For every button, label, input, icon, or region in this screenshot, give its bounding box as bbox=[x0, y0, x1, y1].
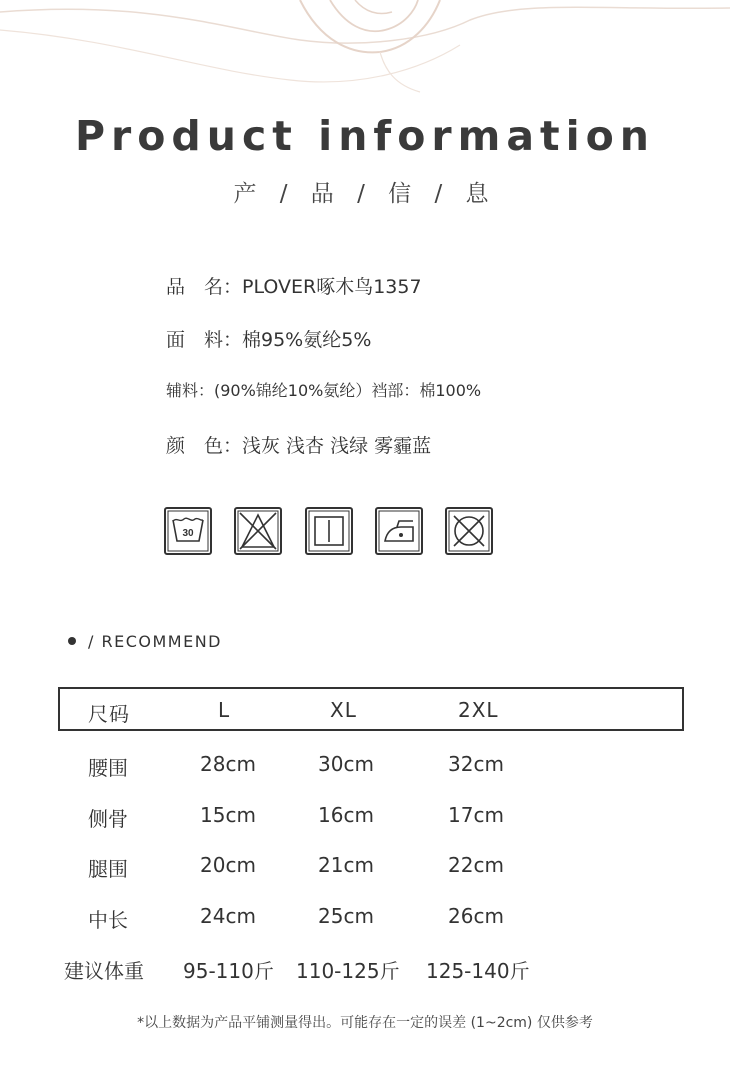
table-cell: 20cm bbox=[200, 853, 256, 877]
line-dry-icon bbox=[305, 507, 353, 555]
decorative-leaf-header bbox=[0, 0, 730, 110]
table-cell: 17cm bbox=[448, 803, 504, 827]
product-lining: 辅料：(90%锦纶10%氨纶）裆部：棉100% bbox=[166, 381, 482, 400]
table-cell: 25cm bbox=[318, 904, 374, 928]
size-header-l: L bbox=[218, 698, 231, 722]
measurement-note: *以上数据为产品平铺测量得出。可能存在一定的误差 (1~2cm) 仅供参考 bbox=[137, 1015, 593, 1031]
page-subtitle: 产 / 品 / 信 / 息 bbox=[233, 181, 497, 207]
table-row-label: 中长 bbox=[88, 908, 128, 932]
recommend-heading bbox=[68, 632, 222, 651]
size-header-2xl: 2XL bbox=[458, 698, 499, 722]
table-cell: 26cm bbox=[448, 904, 504, 928]
table-row-label: 建议体重 bbox=[64, 959, 144, 983]
table-cell: 21cm bbox=[318, 853, 374, 877]
table-row-label: 腰围 bbox=[88, 756, 128, 780]
table-cell: 28cm bbox=[200, 752, 256, 776]
table-cell: 24cm bbox=[200, 904, 256, 928]
table-row-label: 腿围 bbox=[88, 857, 128, 881]
bullet-dot-icon bbox=[68, 637, 76, 645]
recommend-label: / RECOMMEND bbox=[88, 632, 222, 651]
product-fabric: 面 料：棉95%氨纶5% bbox=[166, 329, 372, 351]
page-title: Product information bbox=[74, 112, 655, 160]
table-cell: 30cm bbox=[318, 752, 374, 776]
size-header-label: 尺码 bbox=[88, 702, 130, 726]
table-cell: 22cm bbox=[448, 853, 504, 877]
product-name: 品 名：PLOVER啄木鸟1357 bbox=[166, 276, 422, 298]
table-row-label: 侧骨 bbox=[88, 807, 128, 831]
no-dryclean-icon bbox=[445, 507, 493, 555]
table-cell: 125-140斤 bbox=[426, 959, 530, 983]
wash-30-icon bbox=[164, 507, 212, 555]
size-header-xl: XL bbox=[330, 698, 357, 722]
no-bleach-icon bbox=[234, 507, 282, 555]
table-cell: 16cm bbox=[318, 803, 374, 827]
wash-temp-label: 30 bbox=[182, 528, 194, 539]
table-cell: 110-125斤 bbox=[296, 959, 400, 983]
iron-low-icon bbox=[375, 507, 423, 555]
table-cell: 15cm bbox=[200, 803, 256, 827]
table-cell: 32cm bbox=[448, 752, 504, 776]
table-cell: 95-110斤 bbox=[183, 959, 274, 983]
product-colors: 颜 色：浅灰 浅杏 浅绿 雾霾蓝 bbox=[166, 435, 432, 457]
size-table-header bbox=[58, 687, 684, 731]
